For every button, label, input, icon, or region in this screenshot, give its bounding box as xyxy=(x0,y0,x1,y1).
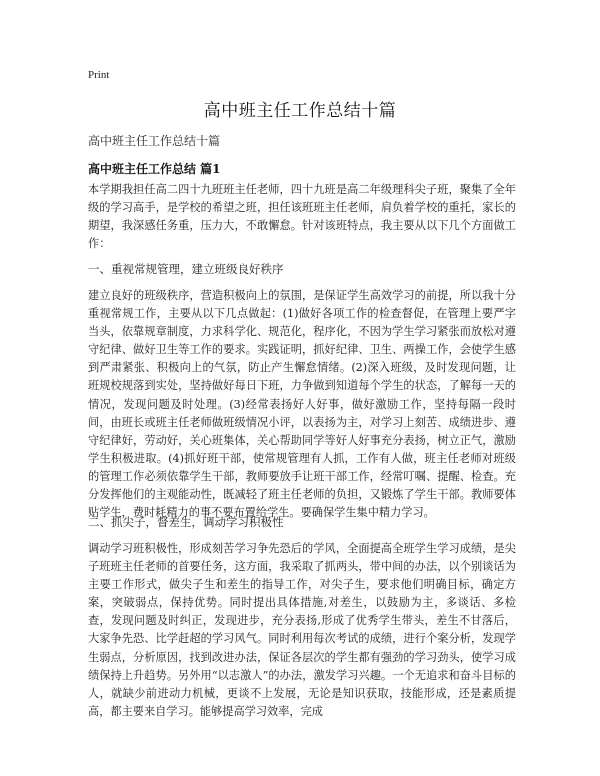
print-label: Print xyxy=(88,69,110,81)
document-title: 高中班主任工作总结十篇 xyxy=(203,101,397,121)
subheading-1: 一、重视常规管理，建立班级良好秩序 xyxy=(88,262,284,276)
subheading-2: 二、抓尖子，督差生，调动学习积极性 xyxy=(88,515,284,529)
intro-paragraph: 本学期我担任高二四十九班班主任老师，四十九班是高二年级理科尖子班，聚集了全年级的学习高手，是学校的希望之班，担任该班班主任老师，肩负着学校的重托，家长的期望，我深感任务重，压力大，不敢懈怠。针对该班特点，我主要从以下几个方面做工作： xyxy=(88,183,516,251)
paragraph-2: 调动学习班积极性，形成刻苦学习争先恐后的学风，全面提高全班学生学习成绩，是尖子班班主任老师的首要任务，这方面，我采取了抓两头，带中间的办法，以个别谈话为主要工作形式，做尖子生和差生的指导工作，对尖子生，要求他们明确目标，确定方案，突破弱点，保持优势。同时提出具体措施,对差生，以鼓励为主，多谈话、多检查，发现问题及时纠正，发现进步，充分表扬,形成了优秀学生带头，差生不甘落后，大家争先恐、比学赶超的学习风气。同时利用每次考试的成绩，进行个案分析，发现学生弱点，分析原因，找到改进办法，保证各层次的学生都有强劲的学习劲头，使学习成绩保持上升趋势。另外用“以志激人”的办法，激发学习兴趣。一个无追求和奋斗目标的人，就缺少前进动力机械，更谈不上发展，无论是知识获取，技能形成，还是素质提高，都主要来自学习。能够提高学习效率，完成 xyxy=(88,542,516,718)
section-heading: 高中班主任工作总结 篇1 xyxy=(88,162,221,176)
document-subtitle: 高中班主任工作总结十篇 xyxy=(88,134,221,148)
paragraph-1: 建立良好的班级秩序，营造积极向上的氛围，是保证学生高效学习的前提，所以我十分重视常规工作，主要从以下几点做起：(1)做好各项工作的检查督促，在管理上要严字当头，依靠规章制度，力求科学化、规范化，程序化，不因为学生学习紧张而放松对遵守纪律、做好卫生等工作的要求。实践证明，抓好纪律、卫生、两操工作，会使学生感到严肃紧张、积极向上的气氛，防止产生懈怠情绪。(2)深入班级，及时发现问题，让班规校规落到实处，坚持做好每日下班，力争做到知道每个学生的状态，了解每一天的情况，发现问题及时处理。(3)经常表扬好人好事，做好激励工作，坚持每隔一段时间，由班长或班主任老师做班级情况小评，以表扬为主，对学习上刻苦、成绩进步、遵守纪律好，劳动好，关心班集体，关心帮助同学等好人好事充分表扬，树立正气，激励学生积极进取。(4)抓好班干部，使常规管理有人抓，工作有人做，班主任老师对班级的管理工作必须依靠学生干部，教师要放手让班干部工作，经常叮嘱、提醒、检查。充分发挥他们的主观能动性，既减轻了班主任老师的负担，又锻炼了学生干部。教师要体贴学生，费时耗精力的事不要布置给学生。要确保学生集中精力学习。 xyxy=(88,289,516,520)
